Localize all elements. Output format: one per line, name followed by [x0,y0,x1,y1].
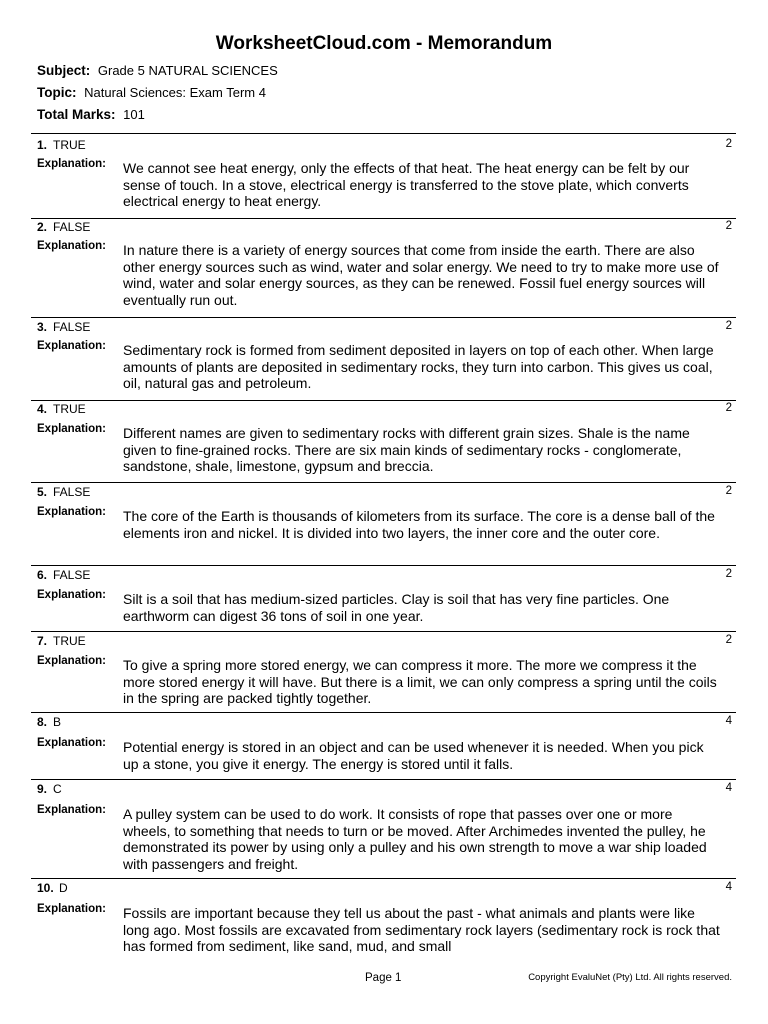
question-divider [31,218,736,219]
explanation-text: Silt is a soil that has medium-sized particles. Clay is soil that has very fine particles. One earthworm can digest 36 tons of soil in one year. [123,591,670,624]
question-divider [31,631,736,632]
question-marks: 2 [725,138,732,150]
question-answer: FALSE [53,485,91,499]
explanation-label: Explanation: [37,158,107,170]
question-answer: TRUE [53,138,86,152]
explanation-label: Explanation: [37,506,107,518]
explanation-text: Fossils are important because they tell us about the past - what animals and plants were like long ago. Most fossils are excavated from sedimentary rock layers (sedimentary rock is rock that has formed from sediment, like sand, mud, and small [123,905,720,954]
question-answer: TRUE [53,402,86,416]
question-divider [31,565,736,566]
explanation-text: Potential energy is stored in an object and can be used whenever it is needed. When you pick up a stone, you give it energy. The energy is stored until it falls. [123,739,704,772]
question-marks: 2 [725,402,732,414]
explanation-label: Explanation: [37,737,107,749]
question-number: 8. [37,715,48,729]
explanation-label: Explanation: [37,423,107,435]
question-marks: 2 [725,634,732,646]
question-answer: TRUE [53,634,86,648]
question-number: 2. [37,220,48,234]
question-divider [31,482,736,483]
explanation-text: Sedimentary rock is formed from sediment deposited in layers on top of each other. When large amounts of plants are deposited in sedimentary rocks, they turn into carbon. This gives us coal, oil, natural gas and petroleum. [123,342,714,391]
copyright-notice: Copyright EvaluNet (Pty) Ltd. All rights reserved. [528,972,732,983]
question-marks: 4 [725,881,732,893]
explanation-text: The core of the Earth is thousands of kilometers from its surface. The core is a dense ball of the elements iron and nickel. It is divided into two layers, the inner core and the outer core. [123,508,715,541]
question-answer: D [59,881,68,895]
question-number: 7. [37,634,48,648]
total-marks-value: 101 [123,107,145,122]
explanation-text: We cannot see heat energy, only the effects of that heat. The heat energy can be felt by our sense of touch. In a stove, electrical energy is transferred to the stove plate, which converts electrical energy to heat energy. [123,160,690,209]
question-answer: C [53,782,62,796]
explanation-label: Explanation: [37,340,107,352]
explanation-label: Explanation: [37,804,107,816]
question-marks: 4 [725,715,732,727]
question-marks: 2 [725,485,732,497]
question-marks: 2 [725,568,732,580]
question-answer: B [53,715,62,729]
explanation-text: To give a spring more stored energy, we can compress it more. The more we compress it the more stored energy it will have. But there is a limit, we can only compress a spring until the coils in the spring are packed tightly together. [123,657,717,706]
question-answer: FALSE [53,220,91,234]
subject-value: Grade 5 NATURAL SCIENCES [97,63,278,78]
question-number: 10. [37,881,54,895]
question-divider [31,712,736,713]
subject-label: Subject: [37,63,91,78]
topic-value: Natural Sciences: Exam Term 4 [84,85,266,100]
page-number: Page 1 [365,972,402,984]
question-divider [31,317,736,318]
page-title: WorksheetCloud.com - Memorandum [215,33,553,54]
question-answer: FALSE [53,568,91,582]
question-number: 9. [37,782,48,796]
question-marks: 2 [725,220,732,232]
explanation-label: Explanation: [37,903,107,915]
explanation-text: A pulley system can be used to do work. It consists of rope that passes over one or more wheels, to something that needs to turn or be moved. After Archimedes invented the pulley, he demonstrated its power by using only a pulley and his own strength to move a war ship loaded with passengers and freight. [123,806,707,872]
total-marks-label: Total Marks: [37,107,116,122]
question-marks: 2 [725,320,732,332]
question-divider [31,878,736,879]
question-answer: FALSE [53,320,91,334]
question-number: 1. [37,138,48,152]
question-marks: 4 [725,782,732,794]
topic-label: Topic: [37,85,77,100]
explanation-label: Explanation: [37,240,107,252]
question-divider [31,400,736,401]
question-number: 4. [37,402,48,416]
question-divider [31,779,736,780]
explanation-label: Explanation: [37,655,107,667]
question-number: 6. [37,568,48,582]
explanation-label: Explanation: [37,589,107,601]
question-number: 5. [37,485,48,499]
explanation-text: Different names are given to sedimentary rocks with different grain sizes. Shale is the name given to fine-grained rocks. There are six main kinds of sedimentary rocks - conglomerate, sandstone, shale, limestone, gypsum and breccia. [123,425,690,474]
question-number: 3. [37,320,48,334]
explanation-text: In nature there is a variety of energy sources that come from inside the earth. There are also other energy sources such as wind, water and solar energy. We need to try to make more use of wind, water and solar energy sources, as they can be renewed. Fossil fuel energy sources will eventually run out. [123,242,719,308]
